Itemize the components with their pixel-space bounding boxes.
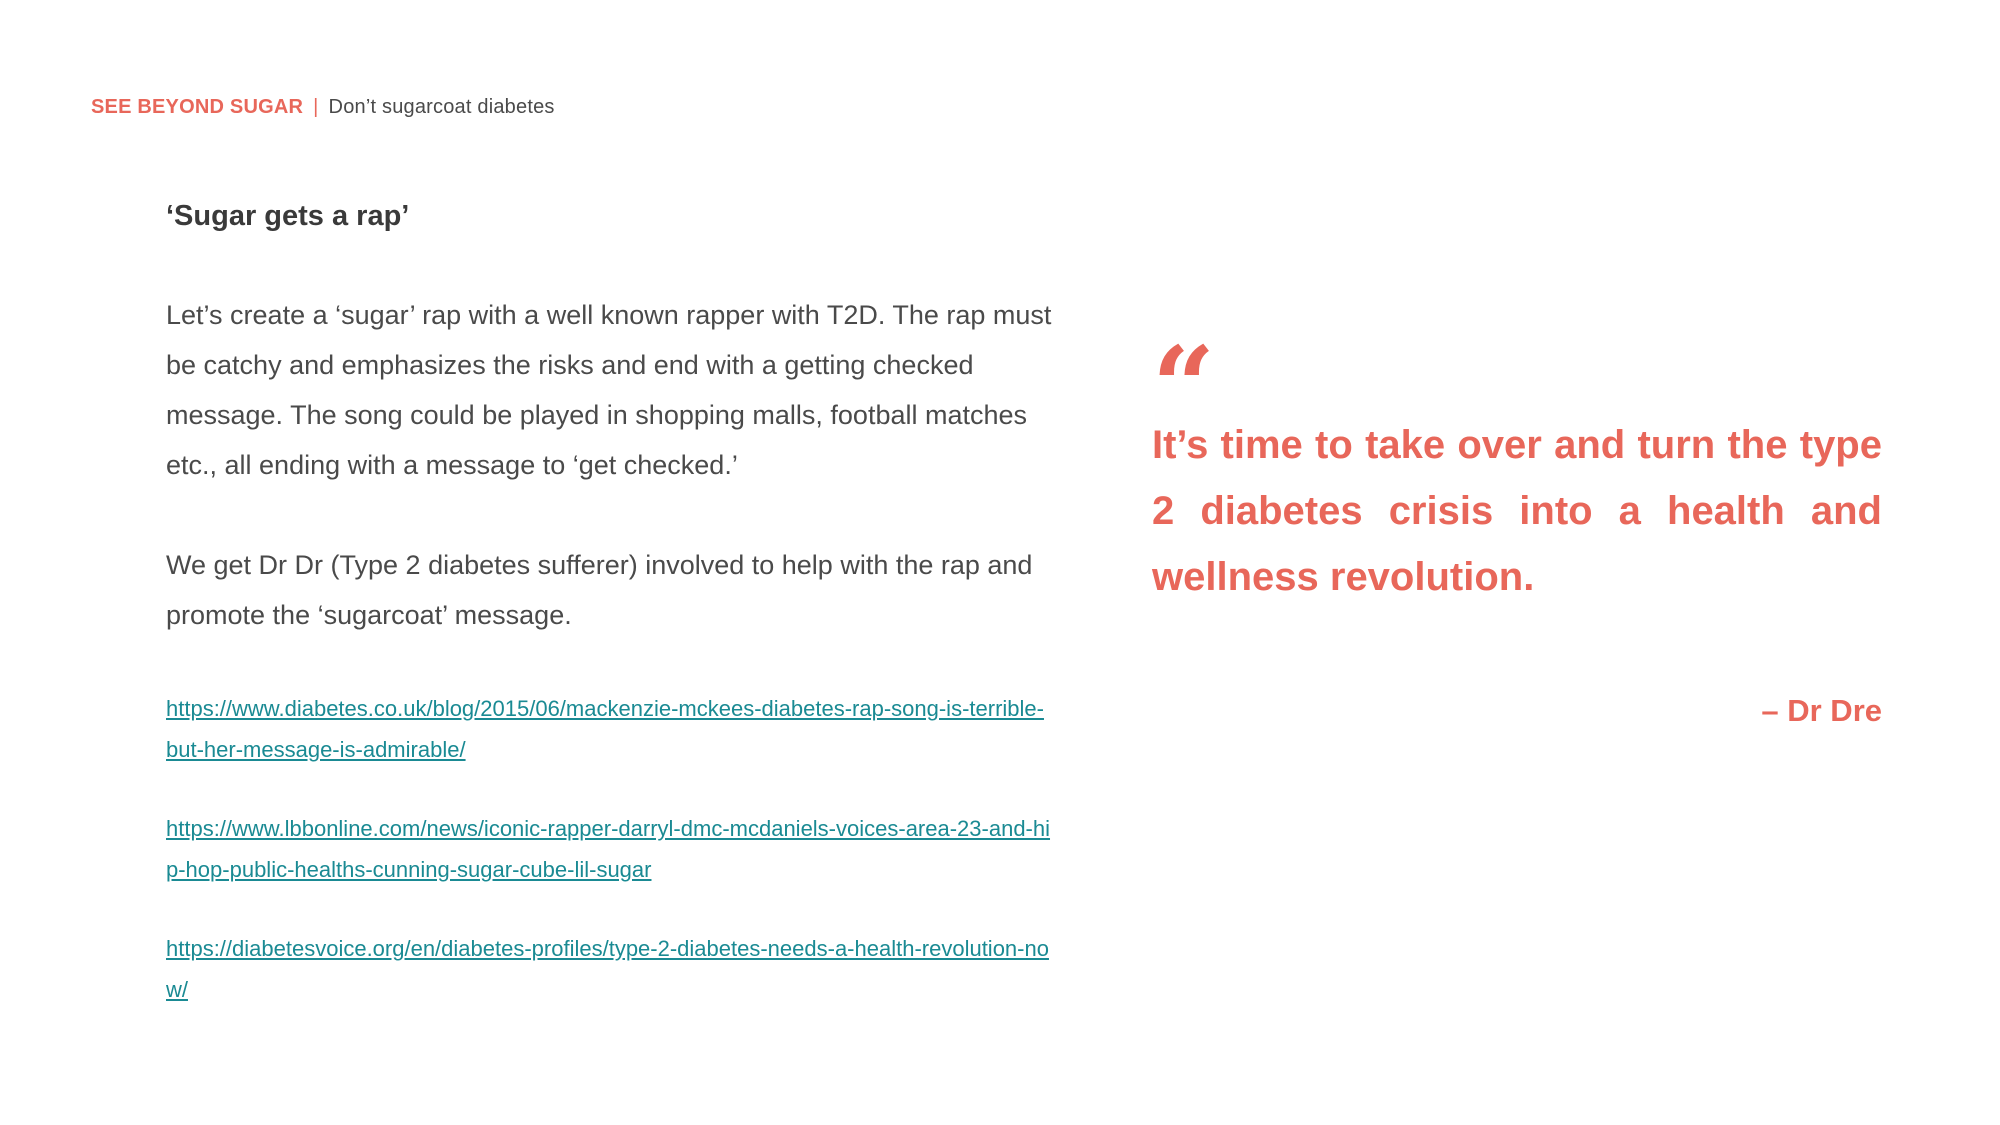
quote-text: It’s time to take over and turn the type 2 diabetes crisis into a health and wellness revolution. (1152, 423, 1882, 599)
header-separator: | (313, 96, 319, 118)
section-title: ‘Sugar gets a rap’ (166, 200, 410, 232)
brand-name: SEE BEYOND SUGAR (91, 96, 304, 118)
reference-links (166, 688, 1066, 1010)
reference-link-diabetes-co-uk[interactable]: https://www.diabetes.co.uk/blog/2015/06/mackenzie-mckees-diabetes-rap-song-is-terrible-but-her-message-is-admirable/ (166, 696, 1044, 762)
reference-link-lbbonline[interactable]: https://www.lbbonline.com/news/iconic-rapper-darryl-dmc-mcdaniels-voices-area-23-and-hip-hop-public-healths-cunning-sugar-cube-lil-sugar (166, 816, 1051, 882)
body-paragraph-1: Let’s create a ‘sugar’ rap with a well known rapper with T2D. The rap must be catchy and emphasizes the risks and end with a getting checked message. The song could be played in shopping malls, football matches etc., all ending with a message to ‘get checked.’ (166, 300, 1052, 480)
content-column (166, 196, 1066, 1048)
page-header (91, 96, 555, 119)
quote-attribution: – Dr Dre (1761, 693, 1882, 728)
body-paragraph-2: We get Dr Dr (Type 2 diabetes sufferer) involved to help with the rap and promote the ‘sugarcoat’ message. (166, 550, 1033, 630)
quote-mark-icon: “ (1152, 322, 1216, 451)
pull-quote (1152, 322, 1882, 610)
header-tagline: Don’t sugarcoat diabetes (328, 96, 555, 118)
reference-link-diabetesvoice[interactable]: https://diabetesvoice.org/en/diabetes-profiles/type-2-diabetes-needs-a-health-revolution-now/ (166, 936, 1049, 1002)
